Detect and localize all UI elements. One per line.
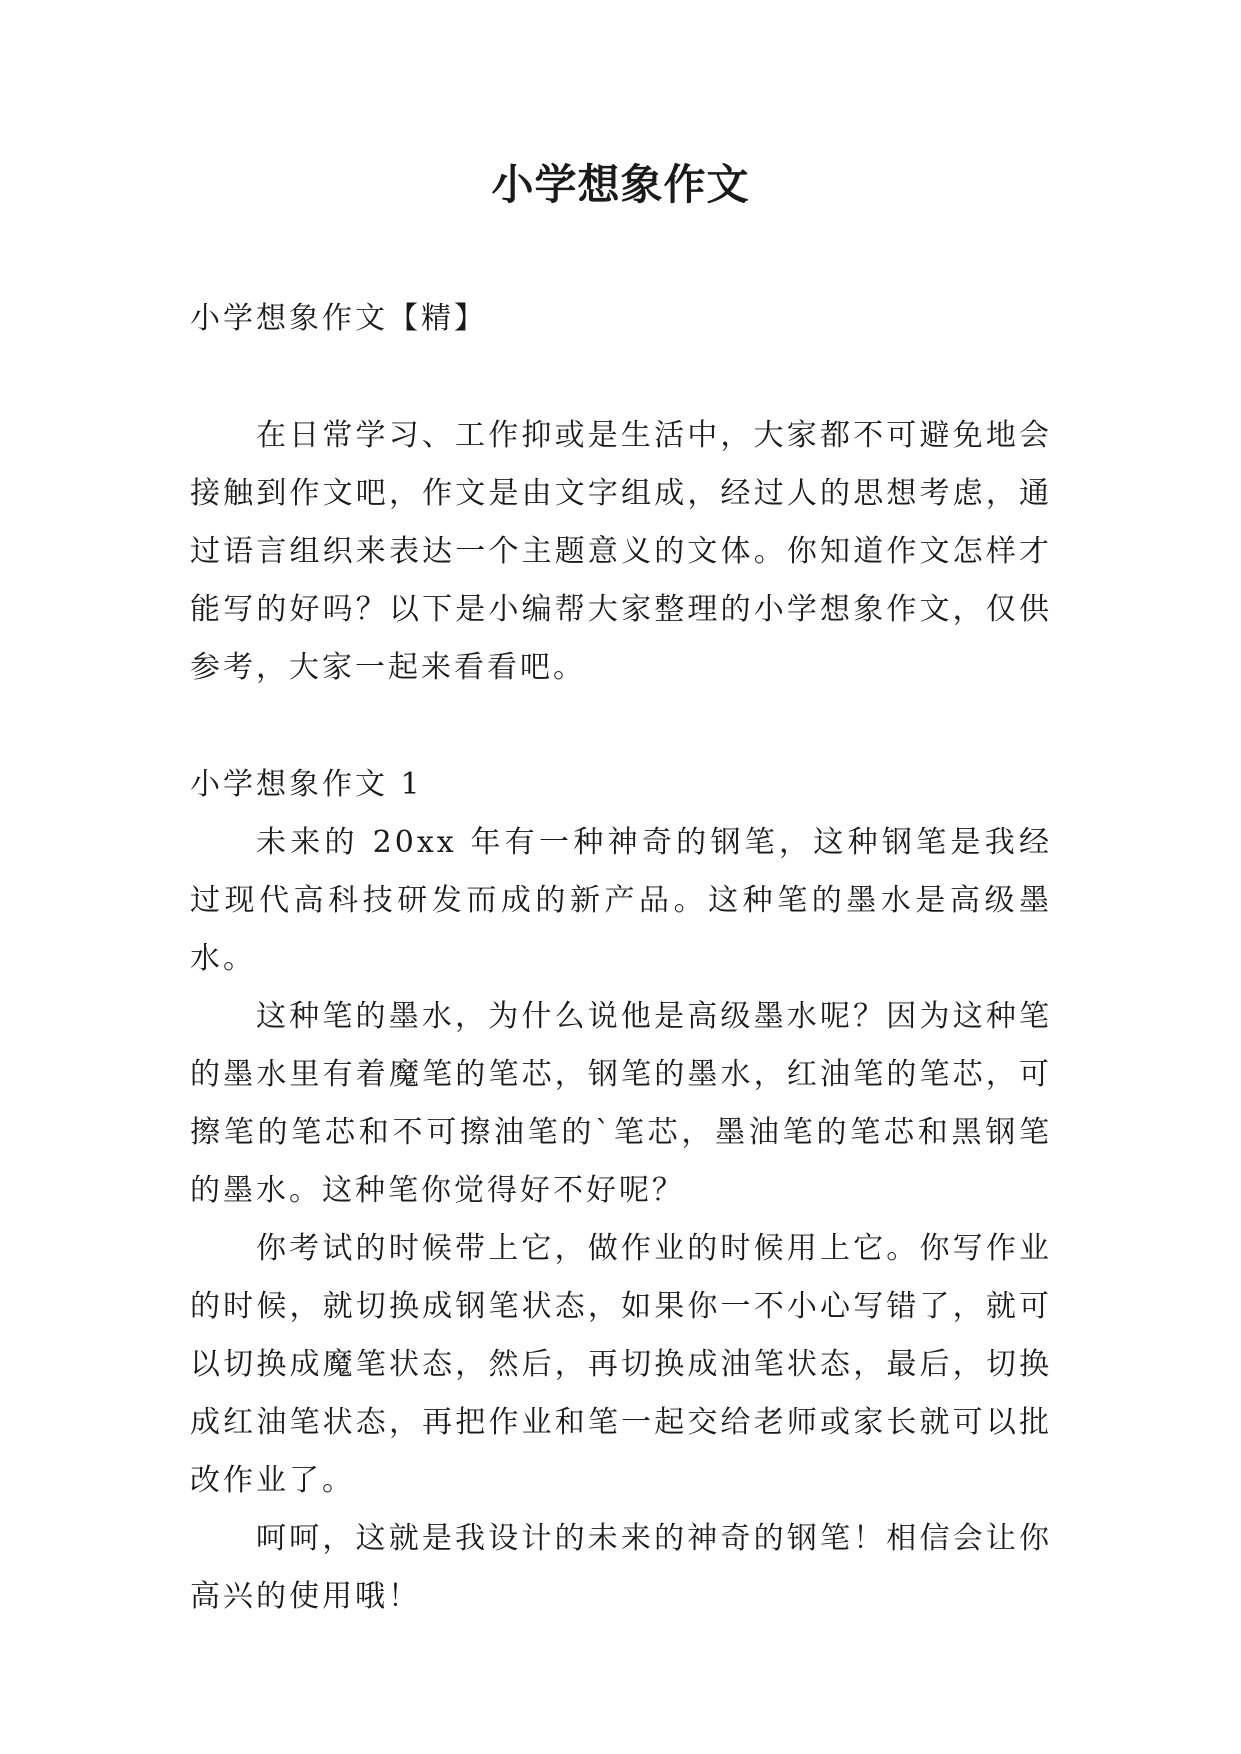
intro-paragraph: 在日常学习、工作抑或是生活中，大家都不可避免地会接触到作文吧，作文是由文字组成，经过人的思想考虑，通过语言组织来表达一个主题意义的文体。你知道作文怎样才能写的好吗？以下是小编帮大家整理的小学想象作文，仅供参考，大家一起来看看吧。 [190, 418, 1052, 685]
body-paragraph: 这种笔的墨水，为什么说他是高级墨水呢？因为这种笔的墨水里有着魔笔的笔芯，钢笔的墨水，红油笔的笔芯，可擦笔的笔芯和不可擦油笔的`笔芯，墨油笔的笔芯和黑钢笔的墨水。这种笔你觉得好不好呢？ [190, 999, 1052, 1208]
section-heading: 小学想象作文 1 [190, 767, 423, 802]
body-paragraph: 呵呵，这就是我设计的未来的神奇的钢笔！相信会让你高兴的使用哦！ [190, 1521, 1052, 1614]
document-body [190, 290, 1052, 1626]
document-title: 小学想象作文 [491, 160, 750, 209]
body-paragraph: 未来的 20xx 年有一种神奇的钢笔，这种钢笔是我经过现代高科技研发而成的新产品。这种笔的墨水是高级墨水。 [190, 825, 1052, 976]
document-subtitle: 小学想象作文【精】 [190, 301, 487, 336]
body-paragraph: 你考试的时候带上它，做作业的时候用上它。你写作业的时候，就切换成钢笔状态，如果你一不小心写错了，就可以切换成魔笔状态，然后，再切换成油笔状态，最后，切换成红油笔状态，再把作业和笔一起交给老师或家长就可以批改作业了。 [190, 1231, 1052, 1498]
